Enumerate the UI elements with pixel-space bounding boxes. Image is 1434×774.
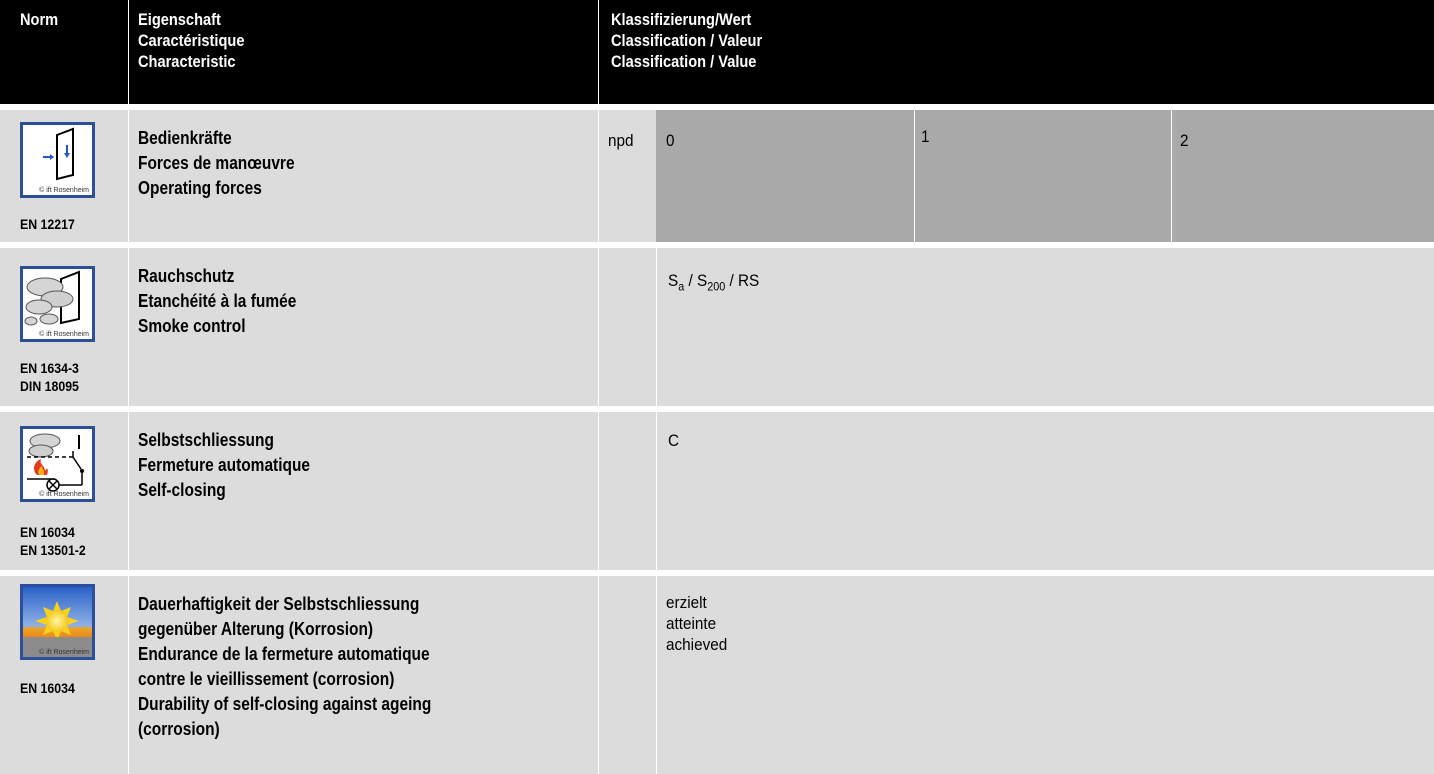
column-divider: [128, 576, 129, 774]
header-divider: [598, 0, 599, 104]
npd-label: npd: [608, 131, 634, 150]
classification-value: erzielt atteinte achieved: [666, 593, 728, 654]
door-opening-force-icon: © ift Rosenheim: [20, 122, 95, 198]
column-divider: [598, 412, 599, 570]
norm-label: EN 16034: [20, 680, 75, 696]
column-divider: [598, 110, 599, 242]
property-label: Bedienkräfte Forces de manœuvre Operating forces: [138, 128, 295, 198]
column-divider: [656, 576, 657, 774]
header-norm: Norm: [20, 10, 59, 29]
norm-label: EN 12217: [20, 216, 75, 232]
classification-value: $S_a / S_{200}$ / RS: [668, 271, 760, 294]
table-row: [0, 412, 1434, 570]
column-divider: [598, 576, 599, 774]
sun-ageing-icon: © ift Rosenheim: [20, 584, 95, 660]
table-header: [0, 0, 1434, 104]
header-value: Klassifizierung/Wert Classification / Valeur Classification / Value: [611, 10, 763, 71]
class-cell: 2: [1172, 110, 1434, 242]
column-divider: [656, 248, 657, 406]
property-label: Rauchschutz Etanchéité à la fumée Smoke control: [138, 266, 297, 336]
self-closing-fire-icon: © ift Rosenheim: [20, 426, 95, 502]
norm-label: EN 16034 EN 13501-2: [20, 524, 86, 558]
table-row: [0, 110, 1434, 242]
smoke-door-icon: © ift Rosenheim: [20, 266, 95, 342]
norm-label: EN 1634-3 DIN 18095: [20, 360, 79, 394]
header-property: Eigenschaft Caractéristique Characteristic: [138, 10, 245, 71]
classification-value: C: [668, 431, 680, 450]
column-divider: [128, 412, 129, 570]
header-divider: [128, 0, 129, 104]
column-divider: [598, 248, 599, 406]
table-row: [0, 576, 1434, 774]
class-cell: 0: [656, 110, 914, 242]
column-divider: [656, 412, 657, 570]
property-label: Dauerhaftigkeit der Selbstschliessung gegenüber Alterung (Korrosion) Endurance de la fermeture automatique contre le vieillissement (corrosion) Durability of self-closing against ageing (corrosion): [138, 594, 432, 739]
table-row: [0, 248, 1434, 406]
column-divider: [128, 248, 129, 406]
column-divider: [128, 110, 129, 242]
property-label: Selbstschliessung Fermeture automatique Self-closing: [138, 430, 311, 500]
class-cell: 1: [915, 110, 1171, 242]
